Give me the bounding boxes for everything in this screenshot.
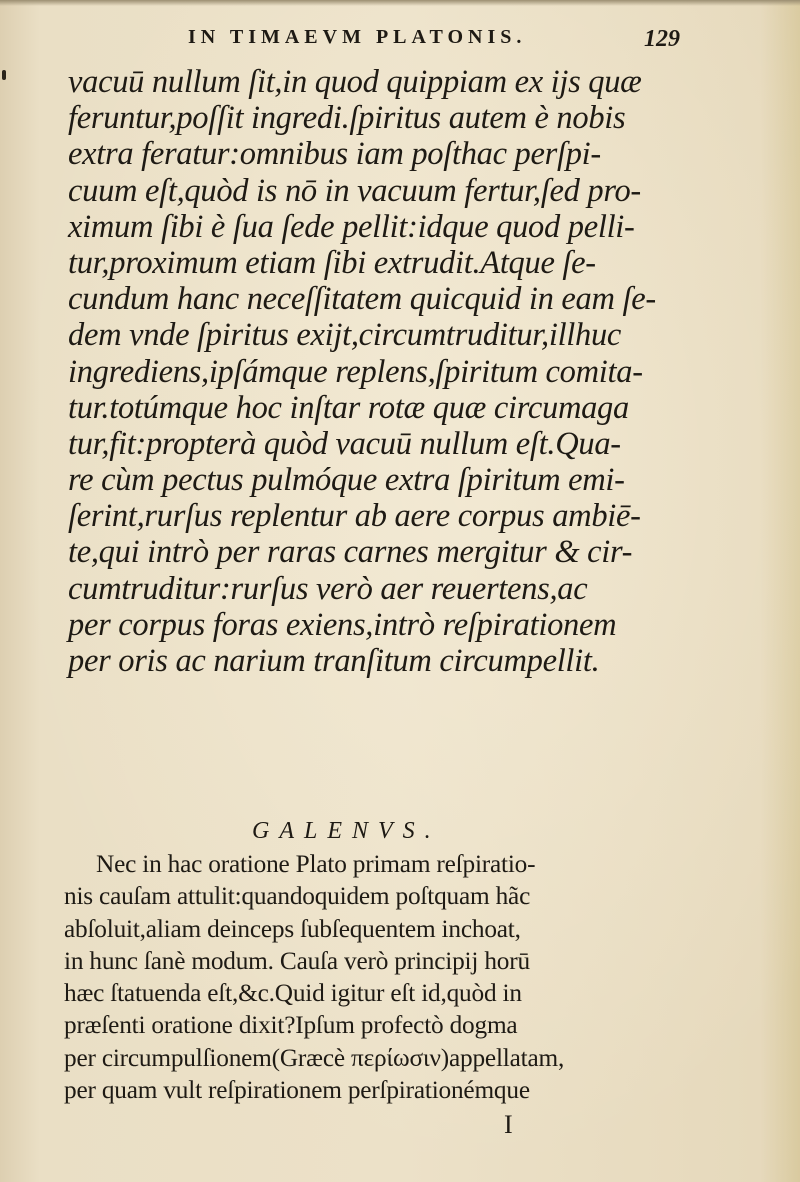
text-line: dem vnde ſpiritus exijt,circumtruditur,illhuc: [68, 317, 622, 354]
text-line: tur,proximum etiam ſibi extrudit.Atque ſe-: [68, 244, 596, 281]
text-line: ſerint,rurſus replentur ab aere corpus ambiē-: [68, 498, 641, 535]
text-line: hæc ſtatuenda eſt,&c.Quid igitur eſt id,quòd in: [64, 979, 522, 1008]
text-line: Nec in hac oratione Plato primam reſpiratio-: [96, 850, 536, 878]
text-line: feruntur,poſſit ingredi.ſpiritus autem è nobis: [68, 100, 626, 137]
text-line: te,qui intrò per raras carnes mergitur & cir-: [68, 534, 633, 571]
section-heading: GALENVS.: [252, 818, 441, 844]
signature-mark: I: [504, 1110, 513, 1139]
text-line: vacuū nullum ſit,in quod quippiam ex ijs quæ: [68, 64, 642, 100]
text-line: per oris ac narium tranſitum circumpellit.: [68, 643, 600, 679]
text-line: cuum eſt,quòd is nō in vacuum fertur,ſed pro-: [68, 172, 641, 209]
page-number: 129: [644, 26, 680, 52]
text-line: nis cauſam attulit:quandoquidem poſtquam hãc: [64, 882, 531, 911]
text-line: cundum hanc neceſſitatem quicquid in eam ſe-: [68, 281, 656, 318]
text-line: tur.totúmque hoc inſtar rotæ quæ circumaga: [68, 389, 629, 426]
text-line: ingrediens,ipſámque replens,ſpiritum comita-: [68, 353, 643, 390]
text-line: extra feratur:omnibus iam poſthac perſpi-: [68, 136, 601, 173]
roman-text-block: [64, 848, 664, 1106]
text-line: per corpus foras exiens,intrò reſpirationem: [68, 606, 617, 643]
text-line: re cùm pectus pulmóque extra ſpiritum emi-: [68, 462, 625, 499]
running-head: IN TIMAEVM PLATONIS.: [188, 26, 527, 48]
text-line: præſenti oratione dixit?Ipſum profectò dogma: [64, 1011, 518, 1040]
text-line: cumtruditur:rurſus verò aer reuertens,ac: [68, 570, 588, 607]
italic-text-block: [68, 64, 688, 679]
page-top-edge: [0, 0, 800, 6]
text-line: in hunc ſanè modum. Cauſa verò principij horū: [64, 946, 530, 975]
text-line: per circumpulſionem(Græcè περίωσιν)appellatam,: [64, 1043, 565, 1072]
margin-ink-mark: [2, 70, 6, 80]
text-line: tur,fit:propterà quòd vacuū nullum eſt.Qua-: [68, 425, 621, 462]
text-line: per quam vult reſpirationem perſpirationémque: [64, 1076, 530, 1105]
text-line: ximum ſibi è ſua ſede pellit:idque quod pelli-: [68, 208, 635, 245]
text-line: abſoluit,aliam deinceps ſubſequentem inchoat,: [64, 914, 521, 943]
